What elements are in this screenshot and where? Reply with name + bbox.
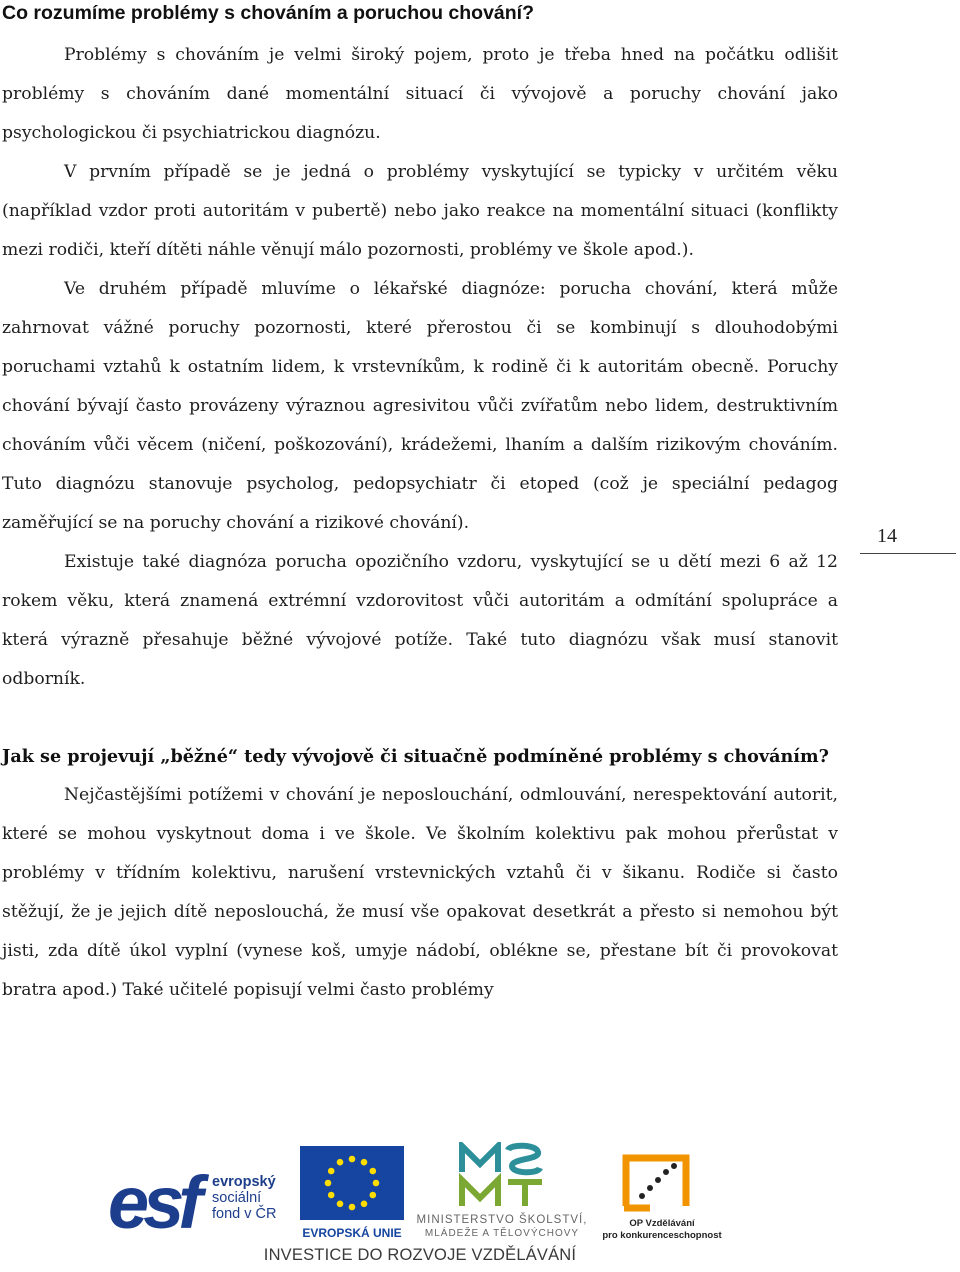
- esf-line2: sociální: [212, 1190, 262, 1206]
- msmt-line2: MLÁDEŽE A TĚLOVÝCHOVY: [424, 1228, 580, 1239]
- section-heading-2: Jak se projevují „běžné“ tedy vývojově či situačně podmíněné problémy s chováním?: [2, 746, 829, 767]
- paragraph: Nejčastějšími potížemi v chování je neposlouchání, odmlouvání, nerespektování autorit, které se mohou vyskytnout doma i ve škole. Ve školním kolektivu pak mohou přerůstat v problémy v třídním kolektivu, narušení vrstevnických vztahů či v šikanu. Rodiče si často stěžují, že je jejich dítě neposlouchá, že musí vše opakovat desetkrát a přesto si nemohou být jisti, zda dítě úkol vyplní (vynese koš, umyje nádobí, oblékne se, přestane bít či provokovat bratra apod.) Také učitelé popisují velmi často problémy: [2, 785, 838, 1000]
- esf-mark: esf: [108, 1161, 197, 1244]
- msmt-logo: [412, 1142, 592, 1244]
- msmt-line1: MINISTERSTVO ŠKOLSTVÍ,: [416, 1214, 588, 1226]
- esf-logo: [108, 1148, 290, 1244]
- esf-text: [212, 1174, 304, 1222]
- msmt-mark-icon: [454, 1142, 550, 1208]
- page-number-rule: [860, 553, 956, 554]
- paragraph: Problémy s chováním je velmi široký pojem, proto je třeba hned na počátku odlišit problémy s chováním dané momentální situací či vývojově a poruchy chování jako psychologickou či psychiatrickou diagnózu.: [2, 45, 838, 143]
- paragraph: Existuje také diagnóza porucha opozičního vzdoru, vyskytující se u dětí mezi 6 až 12 rokem věku, která znamená extrémní vzdorovitost vůči autoritám a odmítání spolupráce a která výrazně přesahuje běžné vývojové potíže. Také tuto diagnózu však musí stanovit odborník.: [2, 552, 838, 689]
- op-line2: pro konkurenceschopnost: [602, 1230, 722, 1241]
- op-line1: OP Vzdělávání: [629, 1218, 695, 1229]
- eu-flag-icon: [300, 1146, 404, 1220]
- op-mark-icon: [620, 1152, 692, 1212]
- op-logo: [598, 1144, 726, 1244]
- section-heading-1: Co rozumíme problémy s chováním a poruchou chování?: [2, 2, 535, 24]
- paragraph: Ve druhém případě mluvíme o lékařské diagnóze: porucha chování, která může zahrnovat vážné poruchy pozornosti, které přerostou či se kombinují s dlouhodobými poruchami vztahů k ostatním lidem, k vrstevníkům, k rodině či k autoritám obecně. Poruchy chování bývají často provázeny výraznou agresivitou vůči zvířatům nebo lidem, destruktivním chováním vůči věcem (ničení, poškozování), krádežemi, lhaním a dalším rizikovým chováním. Tuto diagnózu stanovuje psycholog, pedopsychiatr či etoped (což je speciální pedagog zaměřující se na poruchy chování a rizikové chování).: [2, 279, 838, 533]
- footer-logos: [100, 1138, 740, 1272]
- page-number-text: 14: [877, 525, 897, 547]
- esf-line1: evropský: [212, 1174, 276, 1190]
- paragraph: V prvním případě se je jedná o problémy vyskytující se typicky v určitém věku (například vzdor proti autoritám v pubertě) nebo jako reakce na momentální situaci (konflikty mezi rodiči, kteří dítěti náhle věnují málo pozornosti, problémy ve škole apod.).: [2, 162, 838, 260]
- esf-line3: fond v ČR: [212, 1206, 277, 1222]
- eu-logo: [298, 1146, 406, 1242]
- eu-label: EVROPSKÁ UNIE: [302, 1226, 402, 1240]
- page-number: [860, 523, 956, 554]
- document-body: [2, 0, 838, 1010]
- footer-tagline: INVESTICE DO ROZVOJE VZDĚLÁVÁNÍ: [263, 1246, 577, 1264]
